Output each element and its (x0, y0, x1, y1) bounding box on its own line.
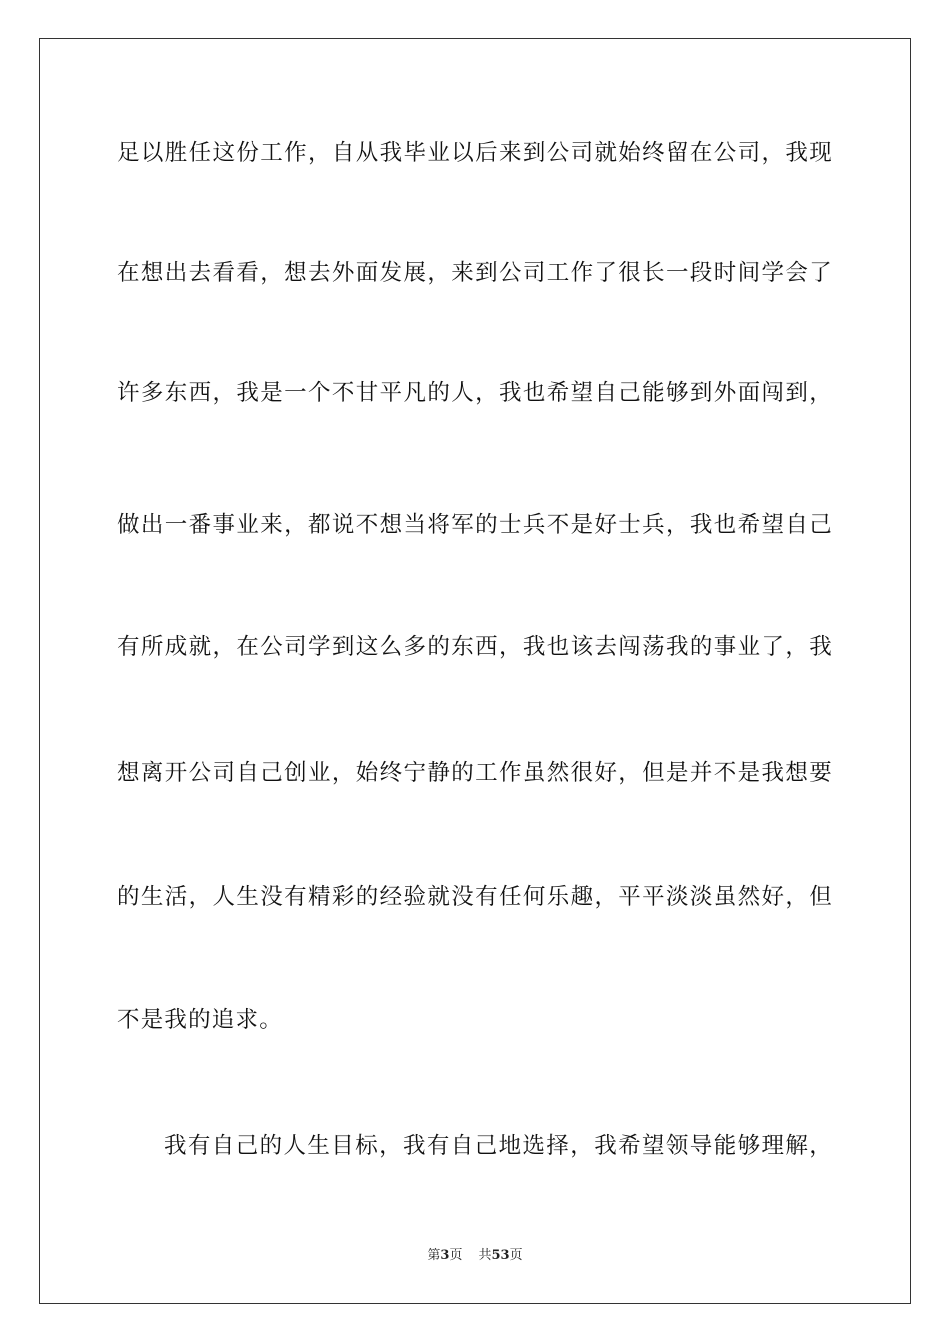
total-suffix: 页 (509, 1248, 523, 1263)
page-prefix: 第 (427, 1248, 441, 1263)
body-text-line-8: 不是我的追求。 (117, 1007, 283, 1033)
total-prefix: 共 (478, 1248, 492, 1263)
body-text-line-2: 在想出去看看，想去外面发展，来到公司工作了很长一段时间学会了 (117, 260, 833, 286)
body-text-line-9: 我有自己的人生目标，我有自己地选择，我希望领导能够理解， (164, 1133, 833, 1159)
page-footer (0, 1247, 950, 1265)
page-border (39, 38, 911, 1304)
body-text-line-5: 有所成就，在公司学到这么多的东西，我也该去闯荡我的事业了，我 (117, 634, 833, 660)
body-text-line-6: 想离开公司自己创业，始终宁静的工作虽然很好，但是并不是我想要 (117, 760, 833, 786)
body-text-line-7: 的生活，人生没有精彩的经验就没有任何乐趣，平平淡淡虽然好，但 (117, 884, 833, 910)
total-pages: 53 (491, 1248, 510, 1263)
body-text-line-1: 足以胜任这份工作，自从我毕业以后来到公司就始终留在公司，我现 (117, 140, 833, 166)
body-text-line-3: 许多东西，我是一个不甘平凡的人，我也希望自己能够到外面闯到， (117, 380, 833, 406)
body-text-line-4: 做出一番事业来，都说不想当将军的士兵不是好士兵，我也希望自己 (117, 512, 833, 538)
page-suffix: 页 (449, 1248, 463, 1263)
page-number: 3 (440, 1248, 450, 1263)
